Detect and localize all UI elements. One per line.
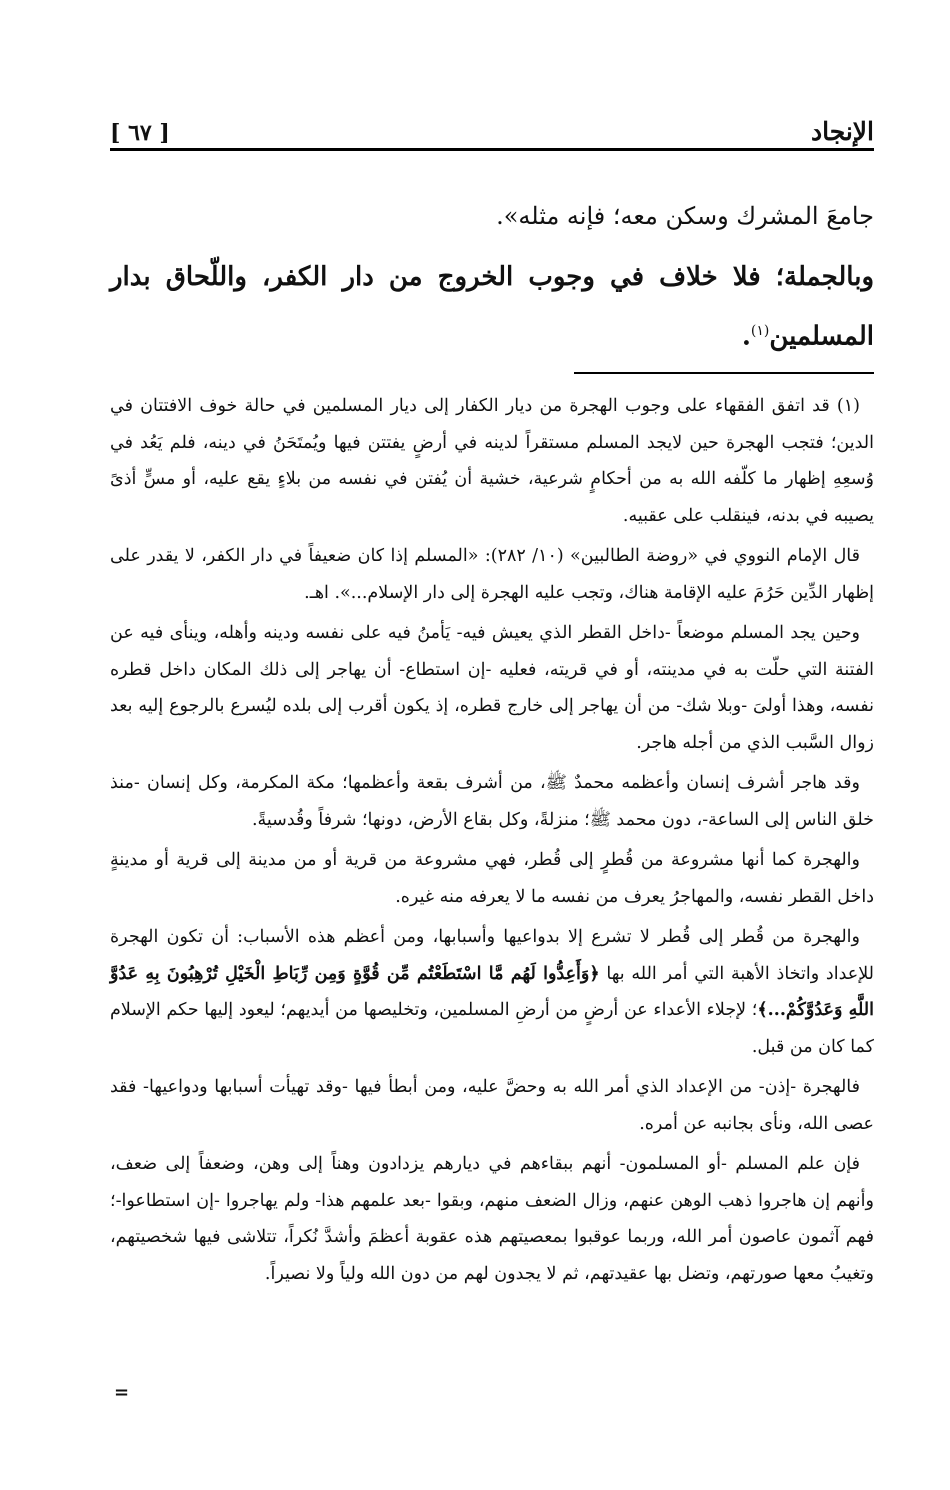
footnote-paragraph <box>110 919 874 1065</box>
quran-verse: ﴿وَأَعِدُّوا لَهُم مَّا اسْتَطَعْتُم مِّن قُوَّةٍ وَمِن رِّبَاطِ الْخَيْلِ تُرْهِبُونَ بِهِ عَدُوَّ اللَّهِ وَعَدُوَّكُمْ...﴾ <box>110 963 874 1020</box>
footnote-text: ؛ لإجلاء الأعداء عن أرضٍ من أرضِ المسلمين، وتخليصها من أيديهم؛ ليعود إليها حكم الإسلام كما كان من قبل. <box>110 1000 874 1057</box>
footnote-rule <box>574 372 874 374</box>
footnote-paragraph: فإن علم المسلم -أو المسلمون- أنهم ببقاءهم في ديارهم يزدادون وهناً إلى وهن، وضعفاً إلى ضعف، وأنهم إن هاجروا ذهب الوهن عنهم، وزال الضعف منهم، وبقوا -بعد علمهم هذا- ولم يهاجروا -إن استطاعوا-؛ فهم آثمون عاصون أمر الله، وربما عوقبوا بمعصيتهم هذه عقوبة أعظمَ وأشدَّ نُكراً، تتلاشى فيها شخصيتهم، وتغيبُ معها صورتهم، وتضل بها عقيدتهم، ثم لا يجدون لهم من دون الله ولياً ولا نصيراً. <box>110 1154 874 1284</box>
page-header <box>110 106 874 146</box>
footnote-ref[interactable]: (١) <box>750 323 770 339</box>
footnote-text: والهجرة من قُطر إلى قُطر لا تشرع إلا بدواعيها وأسبابها، ومن أعظم هذه الأسباب: أن تكون الهجرة للإعداد واتخاذ الأهبة التي أمر الله بها <box>110 927 874 984</box>
bold-paragraph-end: . <box>741 321 751 352</box>
footnotes <box>110 388 874 1296</box>
footnote-paragraph: وقد هاجر أشرف إنسان وأعظمه محمدٌ ﷺ، من أشرف بقعة وأعظمها؛ مكة المكرمة، وكل إنسان -منذ خلق الناس إلى الساعة-، دون محمد ﷺ؛ منزلةً، وكل بقاع الأرض، دونها؛ شرفاً وقُدسيةً. <box>110 773 874 830</box>
bold-paragraph <box>110 250 874 364</box>
page-number: [ ٦٧ ] <box>110 120 170 146</box>
footnote-paragraph: فالهجرة -إذن- من الإعداد الذي أمر الله به وحضَّ عليه، ومن أبطأ فيها -وقد تهيأت أسبابها ودواعيها- فقد عصى الله، ونأى بجانبه عن أمره. <box>110 1077 874 1134</box>
footnote-paragraph: وحين يجد المسلم موضعاً -داخل القطر الذي يعيش فيه- يَأمنُ فيه على نفسه ودينه وأهله، وينأى فيه عن الفتنة التي حلّت به في مدينته، أو في قريته، فعليه -إن استطاع- أن يهاجر إلى ذلك المكان داخل قطره نفسه، وهذا أولىَ -وبلا شك- من أن يهاجر إلى خارج قطره، إذ يكون أقرب إلى بلده ليُسرع بالرجوع إليه بعد زوال السَّبب الذي من أجله هاجر. <box>110 623 874 753</box>
footnote-paragraph: والهجرة كما أنها مشروعة من قُطرٍ إلى قُطر، فهي مشروعة من قرية أو من مدينة إلى قرية أو مدينةٍ داخل القطر نفسه، والمهاجرُ يعرف من نفسه ما لا يعرفه منه غيره. <box>110 850 874 907</box>
quote-ending: جامعَ المشرك وسكن معه؛ فإنه مثله». <box>496 202 874 230</box>
footnote-paragraph: قال الإمام النووي في «روضة الطالبين» (١٠/ ٢٨٢): «المسلم إذا كان ضعيفاً في دار الكفر، لا يقدر على إظهار الدِّين حَرُمَ عليه الإقامة هناك، وتجب عليه الهجرة إلى دار الإسلام...». اهـ. <box>110 546 874 603</box>
continuation-mark: = <box>114 1382 130 1403</box>
bold-paragraph-text: وبالجملة؛ فلا خلاف في وجوب الخروج من دار الكفر، واللّحاق بدار المسلمين <box>110 262 874 352</box>
main-text <box>110 196 874 364</box>
running-title: الإنجاد <box>810 117 874 146</box>
header-rule <box>110 148 874 151</box>
footnote-paragraph: (١) قد اتفق الفقهاء على وجوب الهجرة من ديار الكفار إلى ديار المسلمين في حالة خوف الافتتان في الدين؛ فتجب الهجرة حين لايجد المسلم مستقراً لدينه في أرضٍ يفتتن فيها ويُمتَحَنُ في دينه، فلم يَعُد في وُسعِهِ إظهار ما كلّفه الله به من أحكامٍ شرعية، خشية أن يُفتن في نفسه من بلاءٍ يقع عليه، أو مسٍّ أذىً يصيبه في بدنه، فينقلب على عقبيه. <box>110 396 874 526</box>
